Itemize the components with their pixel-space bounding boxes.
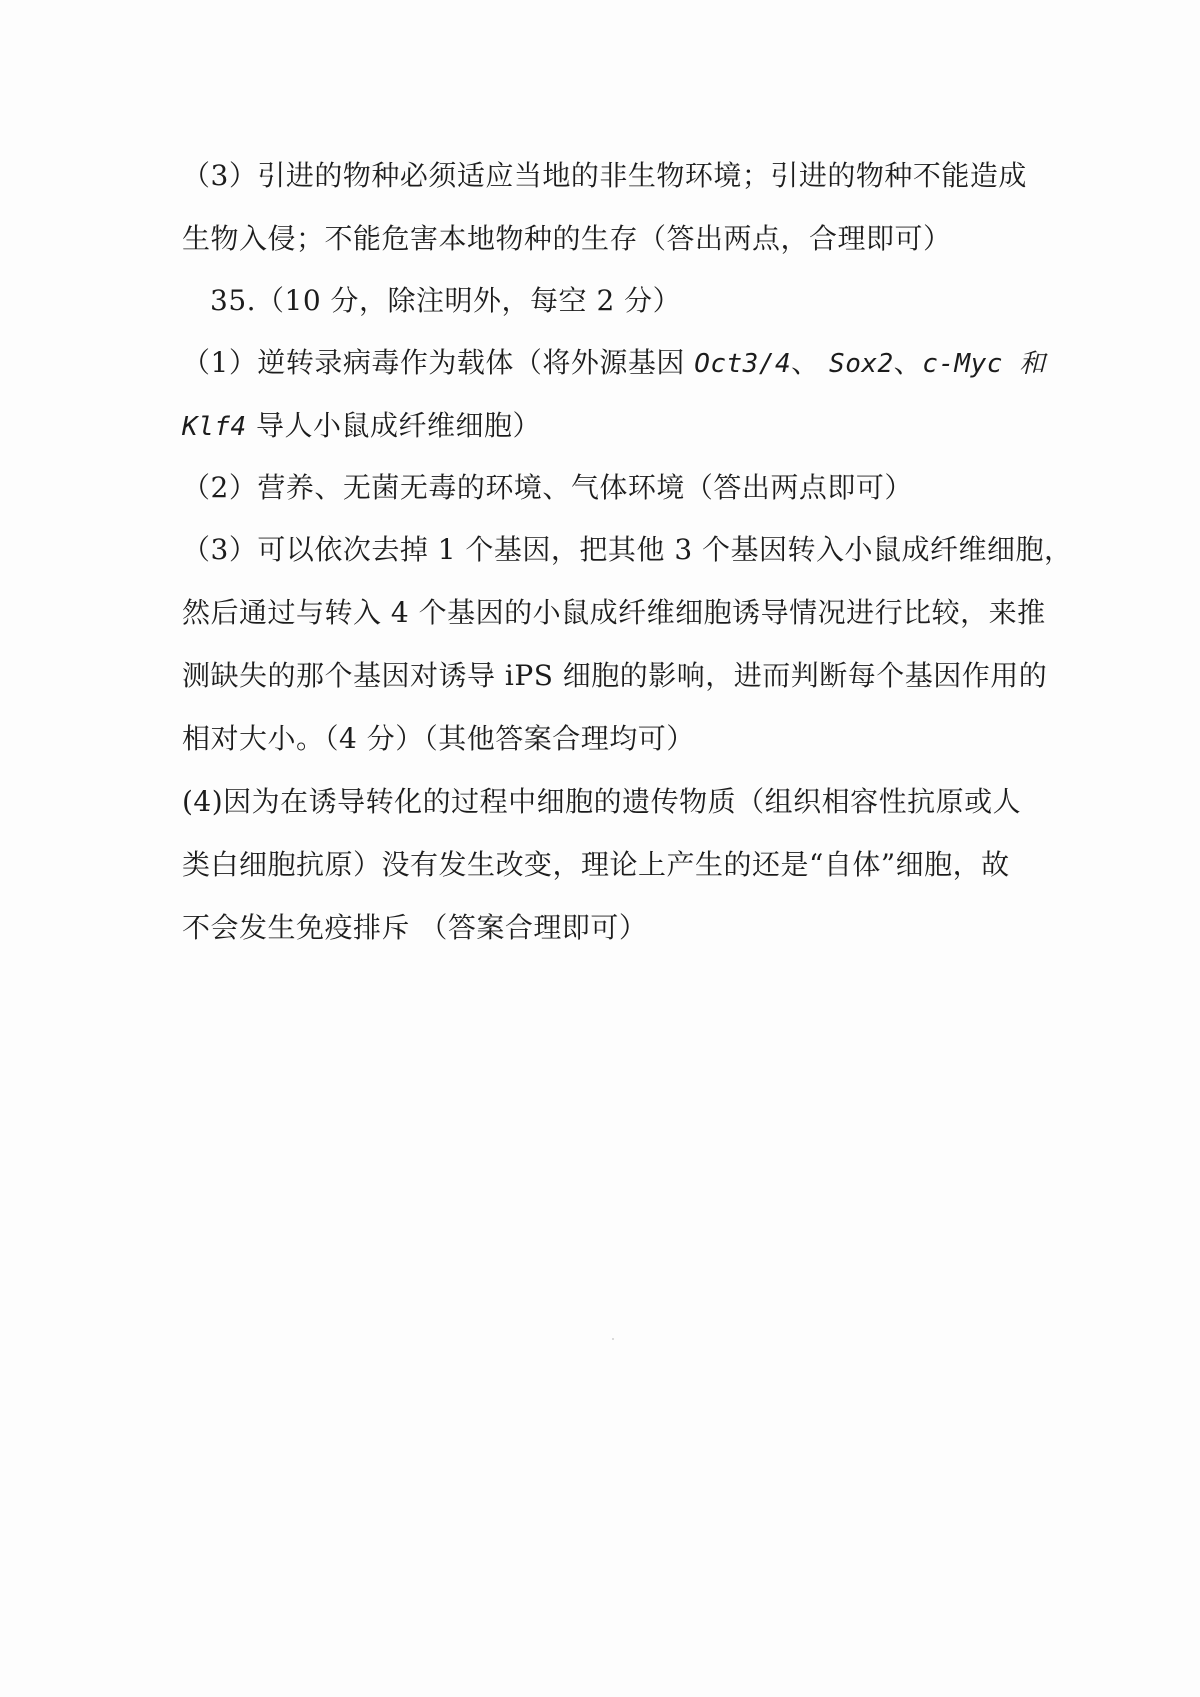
q35-1-text-b: 、 bbox=[791, 346, 830, 379]
q35-1-text-e: 导人小鼠成纤维细胞） bbox=[246, 409, 542, 442]
q35-3-line-1: （3）可以依次去掉 1 个基因，把其他 3 个基因转入小鼠成纤维细胞， bbox=[182, 533, 1073, 566]
q34-3-line-2: 生物入侵；不能危害本地物种的生存（答出两点，合理即可） bbox=[182, 222, 952, 255]
q35-4-line-2: 类白细胞抗原）没有发生改变，理论上产生的还是“自体”细胞，故 bbox=[182, 848, 1010, 881]
q35-4-line-1: (4)因为在诱导转化的过程中细胞的遗传物质（组织相容性抗原或人 bbox=[182, 785, 1022, 818]
gene-cmyc: c-Myc bbox=[922, 349, 1003, 379]
q35-1-text-d: 和 bbox=[1002, 349, 1046, 379]
q35-3-line-4: 相对大小。（4 分）（其他答案合理均可） bbox=[182, 722, 695, 755]
gene-oct34: Oct3/4 bbox=[694, 349, 792, 379]
q35-2: （2）营养、无菌无毒的环境、气体环境（答出两点即可） bbox=[182, 471, 913, 504]
scan-speck bbox=[612, 1338, 614, 1340]
q35-1-text-c: 、 bbox=[893, 346, 923, 379]
q35-4-line-3: 不会发生免疫排斥 （答案合理即可） bbox=[182, 911, 648, 944]
gene-klf4: Klf4 bbox=[182, 412, 247, 442]
q35-3-line-3: 测缺失的那个基因对诱导 iPS 细胞的影响，进而判断每个基因作用的 bbox=[182, 659, 1048, 692]
q35-3-line-2: 然后通过与转入 4 个基因的小鼠成纤维细胞诱导情况进行比较，来推 bbox=[182, 596, 1046, 629]
q34-3-line-1: （3）引进的物种必须适应当地的非生物环境；引进的物种不能造成 bbox=[182, 159, 1027, 192]
answer-text bbox=[182, 159, 1073, 944]
q35-header: 35.（10 分，除注明外，每空 2 分） bbox=[210, 284, 682, 317]
q35-1-line-2 bbox=[182, 410, 1032, 442]
q35-1-text-a: （1）逆转录病毒作为载体（将外源基因 bbox=[182, 346, 695, 379]
gene-sox2: Sox2 bbox=[829, 349, 894, 379]
q35-1-line-1 bbox=[182, 346, 1046, 379]
